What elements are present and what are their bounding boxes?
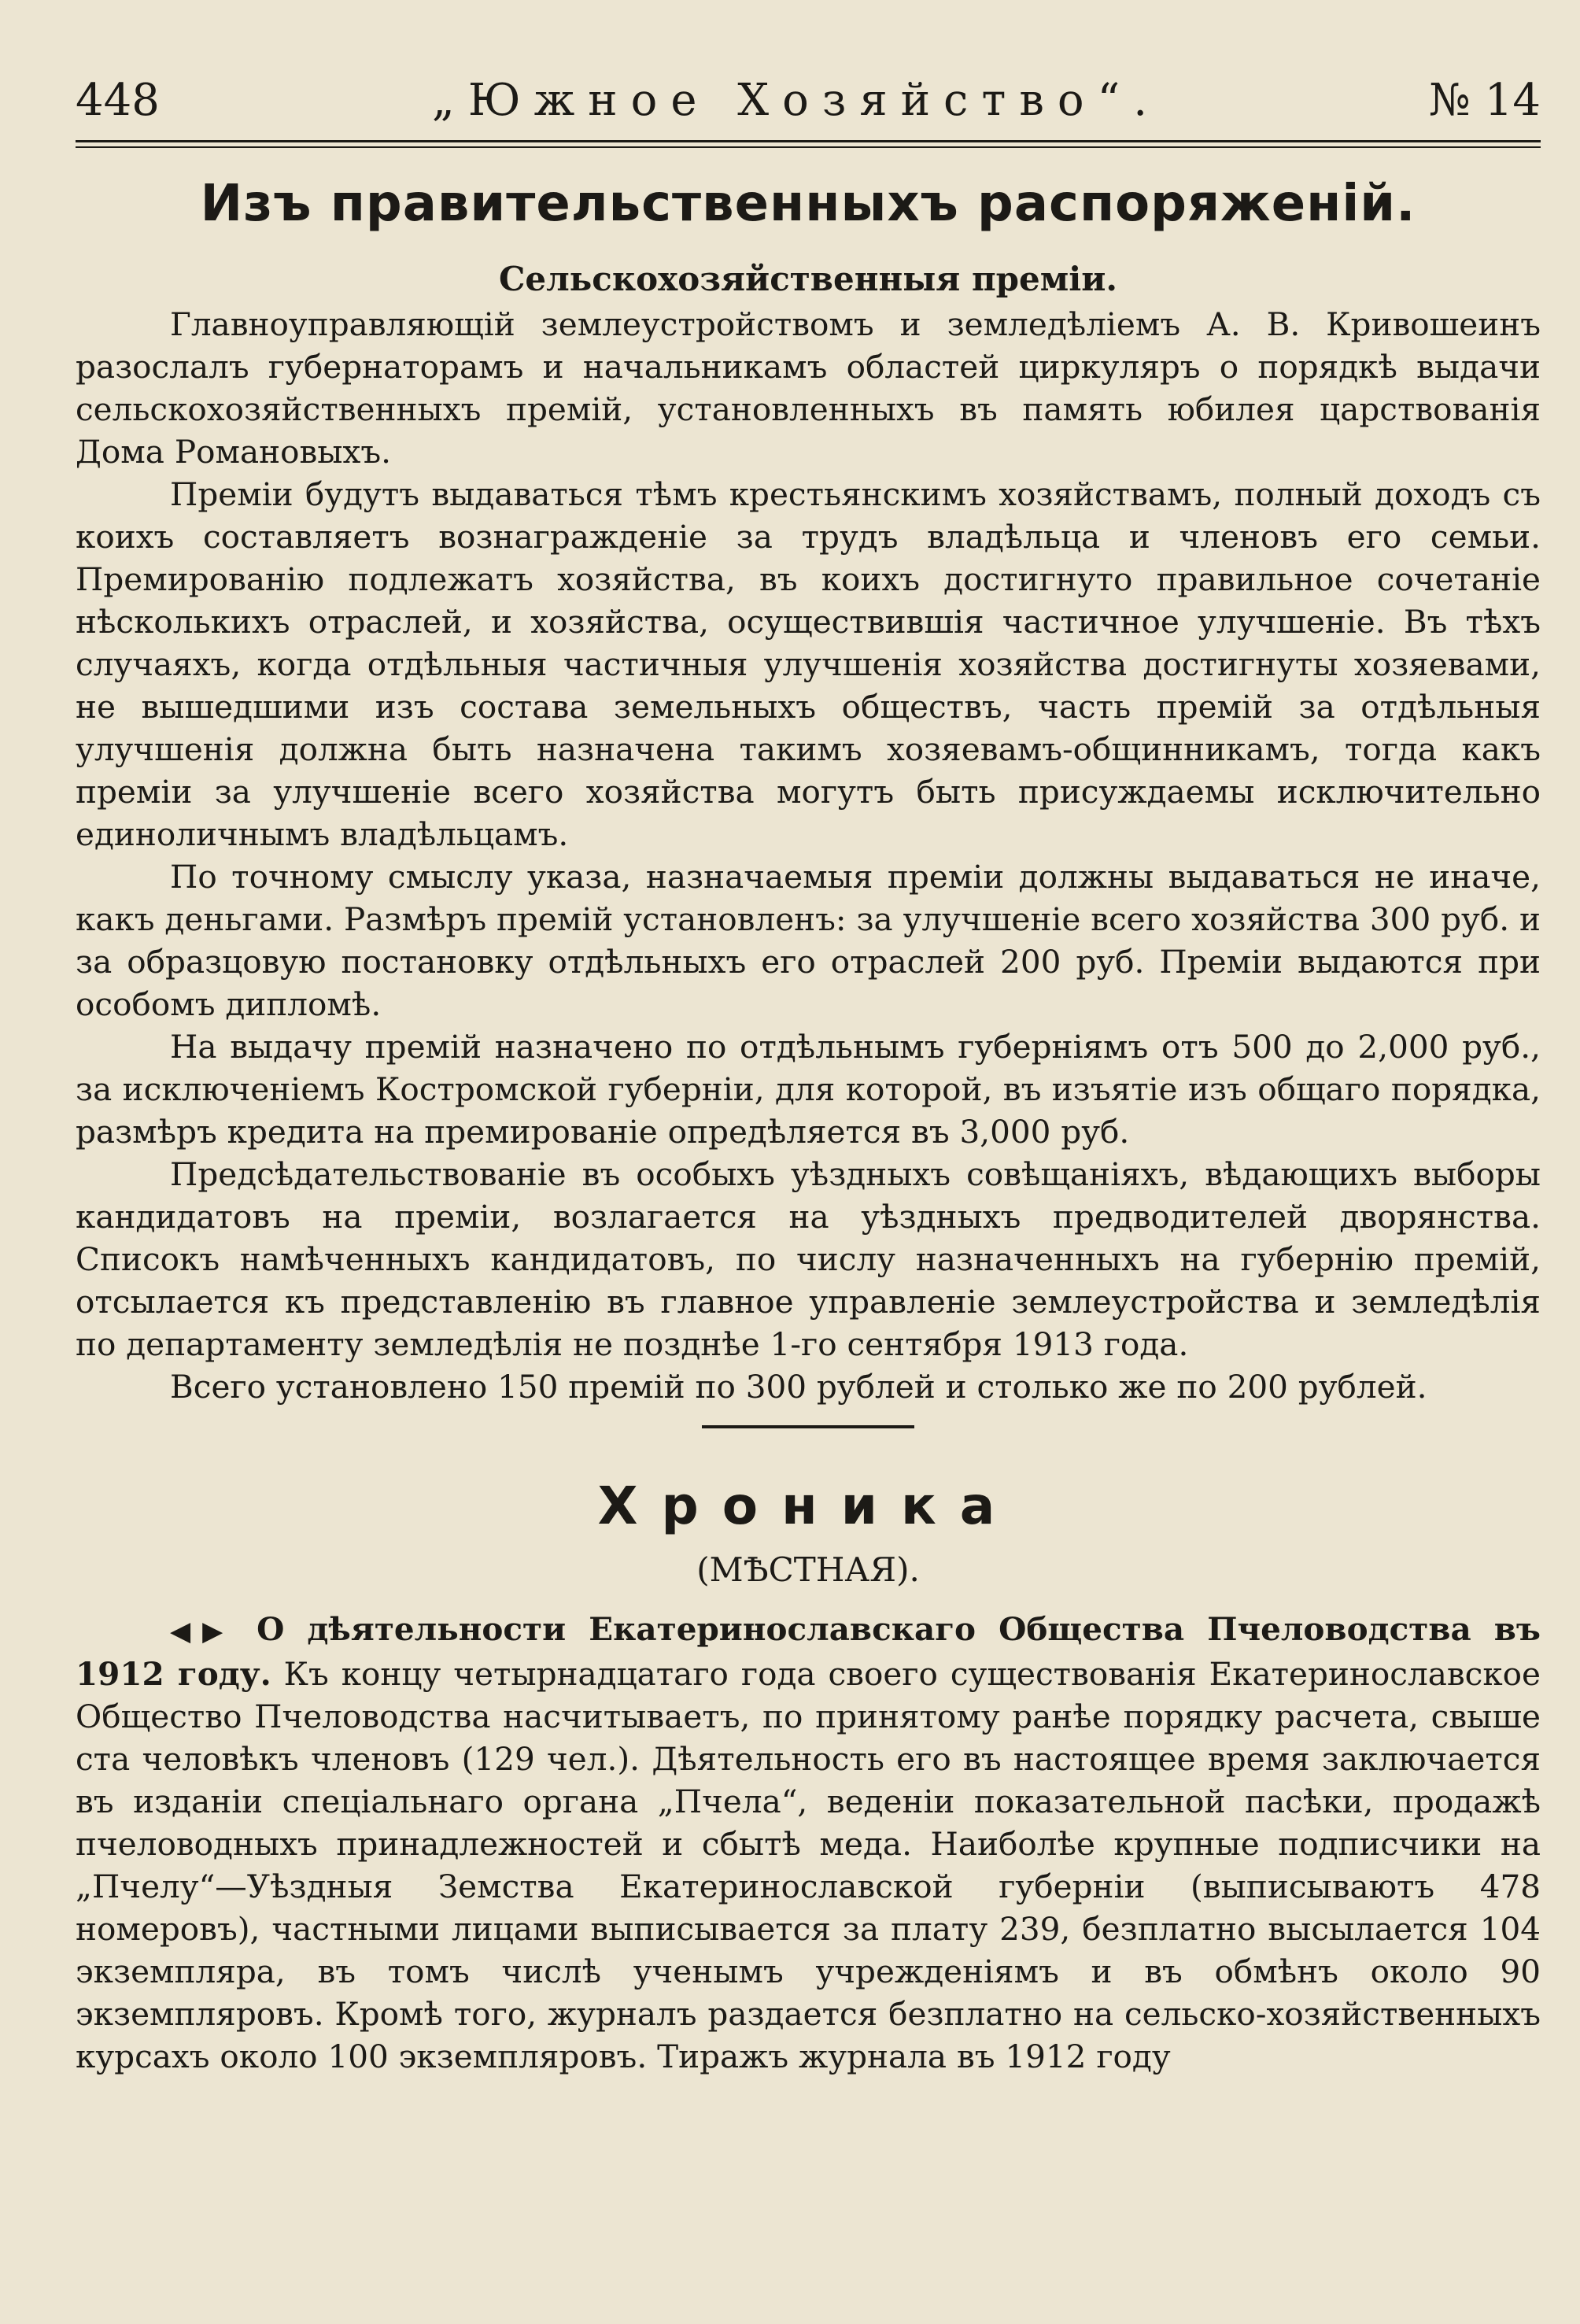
subheading-agricultural-prizes: Сельскохозяйственныя преміи.: [498, 260, 1117, 298]
paragraph-1: Главноуправляющій землеустройствомъ и земледѣліемъ А. В. Кривошеинъ разослалъ губернаторамъ и начальникамъ областей циркуляръ о порядкѣ выдачи сельскохозяйственныхъ премій, установленныхъ въ память юбилея царствованія Дома Романовыхъ.: [76, 305, 1541, 471]
paragraph-3: По точному смыслу указа, назначаемыя преміи должны выдаваться не иначе, какъ деньгами. Размѣръ премій установленъ: за улучшеніе всего хозяйства 300 руб. и за образцовую постановку отдѣльныхъ его отраслей 200 руб. Преміи выдаются при особомъ дипломѣ.: [76, 858, 1541, 1023]
section-title-chronicle: Хроника: [597, 1476, 1019, 1536]
paragraph-2: Преміи будутъ выдаваться тѣмъ крестьянскимъ хозяйствамъ, полный доходъ съ коихъ составляетъ вознагражденіе за трудъ владѣльца и членовъ его семьи. Премированію подлежатъ хозяйства, въ коихъ достигнуто правильное сочетаніе нѣсколькихъ отраслей, и хозяйства, осуществившія частичное улучшеніе. Въ тѣхъ случаяхъ, когда отдѣльныя частичныя улучшенія хозяйства достигнуты хозяевами, не вышедшими изъ состава земельныхъ обществъ, часть премій за отдѣльныя улучшенія должна быть назначена такимъ хозяевамъ-общинникамъ, тогда какъ преміи за улучшеніе всего хозяйства могутъ быть присуждаемы исключительно единоличнымъ владѣльцамъ.: [76, 475, 1541, 853]
issue-number: № 14: [1428, 75, 1541, 126]
journal-title: „Южное Хозяйство“.: [431, 75, 1161, 126]
section-subtitle-local: (МѢСТНАЯ).: [696, 1550, 920, 1589]
paragraph-5: Предсѣдательствованіе въ особыхъ уѣздныхъ совѣщаніяхъ, вѣдающихъ выборы кандидатовъ на преміи, возлагается на уѣздныхъ предводителей дворянства. Списокъ намѣченныхъ кандидатовъ, по числу назначенныхъ на губернію премій, отсылается къ представленію въ главное управленіе землеустройства и земледѣлія по департаменту земледѣлія не позднѣе 1-го сентября 1913 года.: [76, 1155, 1541, 1363]
paragraph-6: Всего установлено 150 премій по 300 рублей и столько же по 200 рублей.: [170, 1368, 1427, 1406]
chronicle-text: Къ концу четырнадцатаго года своего существованія Екатеринославское Общество Пчеловодства насчитываетъ, по принятому ранѣе порядку расчета, свыше ста человѣкъ членовъ (129 чел.). Дѣятельность его въ настоящее время заключается въ изданіи спеціальнаго органа „Пчела“, веденіи показательной пасѣки, продажѣ пчеловодныхъ принадлежностей и сбытѣ меда. Наиболѣе крупные подписчики на „Пчелу“—Уѣздныя Земства Екатеринославской губерніи (выписываютъ 478 номеровъ), частными лицами выписывается за плату 239, безплатно высылается 104 экземпляра, въ томъ числѣ ученымъ учрежденіямъ и въ обмѣнъ около 90 экземпляровъ. Кромѣ того, журналъ раздается безплатно на сельско-хозяйственныхъ курсахъ около 100 экземпляровъ. Тиражъ журнала въ 1912 году: [76, 1655, 1541, 2075]
section-divider: [702, 1425, 914, 1428]
chronicle-lead: О дѣятельности Екатеринославскаго Общества Пчеловодства въ 1912 году.: [76, 1610, 1541, 1693]
header-double-rule: [76, 140, 1541, 148]
chronicle-paragraph: [76, 1608, 1541, 2078]
paragraph-4: На выдачу премій назначено по отдѣльнымъ губерніямъ отъ 500 до 2,000 руб., за исключеніемъ Костромской губерніи, для которой, въ изъятіе изъ общаго порядка, размѣръ кредита на премированіе опредѣляется въ 3,000 руб.: [76, 1028, 1541, 1151]
double-arrow-icon: ◀▶: [170, 1616, 235, 1647]
page-number: 448: [76, 75, 160, 126]
section-title-government-orders: Изъ правительственныхъ распоряженій.: [200, 175, 1416, 233]
running-header: [76, 75, 1541, 140]
